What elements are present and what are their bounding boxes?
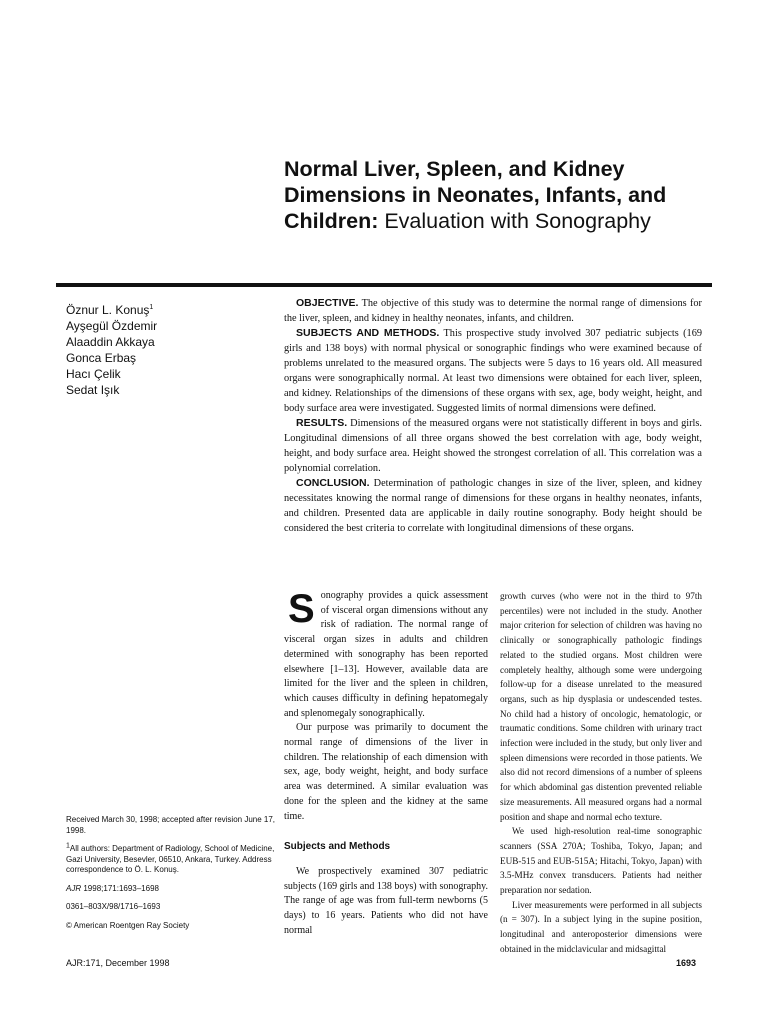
abstract-objective: OBJECTIVE. The objective of this study was to determine the normal range of dimensions for the liver, spleen, and kidney in healthy neonates, infants, and children.: [284, 297, 702, 324]
section-heading: Subjects and Methods: [284, 841, 391, 853]
intro-paragraph-2: Our purpose was primarily to document the normal range of dimensions of the liver in children. The relationship of each dimension with sex, age, body weight, height, and body surface area was determined. A similar evaluation was done for the spleen and the kidney at the same time.: [284, 722, 488, 822]
author-5: Hacı Çelik: [66, 367, 121, 381]
title-bold: Normal Liver, Spleen, and Kidney Dimensions in Neonates, Infants, and Children:: [284, 157, 667, 233]
body-column-1: [284, 589, 488, 938]
abstract-conclusion: CONCLUSION. Determination of pathologic changes in size of the liver, spleen, and kidney necessitates knowing the normal range of dimensions for these organs in healthy neonates, infants, and children. Presented data are applicable in daily routine sonography. Body height should be considered the best criteria to correlate with longitudinal dimensions of these organs.: [284, 477, 702, 534]
author-6: Sedat Işık: [66, 383, 120, 397]
col2-paragraph-1: growth curves (who were not in the third to 97th percentiles) were not included in the study. Another major criterion for selection of children was having no clinically or sonographically pathologic findings related to the studied organs. Most children were completely healthy, although some were undergoing follow-up for a disease unrelated to the measured organs, such as hip dysplasia or undescended testes. No child had a history of oncologic, hematologic, or traumatic conditions. Some children with urinary tract infection were included in the study, but only liver and spleen dimensions were recorded in those patients. We also did not record dimensions of a number of spleens for which abdominal gas distention prevented reliable size measurements. All measured organs had a normal position and shape and normal echo texture.: [500, 591, 702, 822]
abstract: [284, 296, 702, 536]
intro-paragraph-1: Sonography provides a quick assessment of visceral organ dimensions without any risk of radiation. The normal range of visceral organ sizes in adults and children determined with sonography has been reported elsewhere [1–13]. However, available data are limited for the liver and the spleen in children, which causes difficulty in defining hepatomegaly and splenomegaly sonographically.: [284, 587, 488, 719]
col2-paragraph-2: We used high-resolution real-time sonographic scanners (SSA 270A; Toshiba, Tokyo, Japan; and EUB-515 and EUB-515A; Hitachi, Tokyo, Japan) with 3.5-MHz convex transducers. Patients had neither preparation nor sedation.: [500, 826, 702, 896]
author-3: Alaaddin Akkaya: [66, 335, 155, 349]
author-4: Gonca Erbaş: [66, 351, 137, 365]
col2-paragraph-3: Liver measurements were performed in all subjects (n = 307). In a subject lying in the supine position, longitudinal and anteroposterior dimensions were obtained in the midclavicular and midsagittal: [500, 899, 702, 954]
author-list: [66, 302, 266, 398]
footer-journal: AJR:171, December 1998: [66, 958, 170, 968]
page-number: 1693: [676, 958, 697, 968]
copyright-note: © American Roentgen Ray Society: [66, 920, 190, 930]
abstract-methods: SUBJECTS AND METHODS. This prospective study involved 307 pediatric subjects (169 girls and 138 boys) with normal physical or sonographic findings who were examined because of problems unrelated to the measured organs. The subjects were 5 days to 16 years old. All measured organs were sonographically normal. At least two dimensions were obtained for each liver, spleen, and kidney. Relationships of the dimensions of these organs with sex, age, body weight, height, and body surface area were investigated. Suggested limits of normal dimensions were defined.: [284, 327, 702, 414]
citation-note: AJR 1998;171:1693–1698: [66, 883, 159, 893]
title-subtitle: Evaluation with Sonography: [378, 209, 651, 233]
received-note: Received March 30, 1998; accepted after revision June 17, 1998.: [66, 815, 276, 835]
title-rule: [56, 283, 712, 287]
author-2: Ayşegül Özdemir: [66, 319, 158, 333]
article-title: [284, 156, 714, 234]
drop-cap: S: [288, 587, 315, 631]
article-notes: [66, 815, 280, 939]
methods-paragraph-1: We prospectively examined 307 pediatric subjects (169 girls and 138 boys) with sonography. The range of age was from full-term newborns (5 days) to 16 years. Patients who did not have normal: [284, 865, 488, 936]
body-column-2: [500, 589, 702, 957]
affiliation-note: $^1$All authors: Department of Radiology, School of Medicine, Gazi University, Besevler, 06510, Ankara, Turkey. Address correspondence to Ö. L. Konuş.: [66, 842, 275, 874]
author-1: Öznur L. Konuş$^1$: [66, 303, 154, 317]
abstract-results: RESULTS. Dimensions of the measured organs were not statistically different in boys and girls. Longitudinal dimensions of all three organs showed the best correlation with age, body weight, height, and body surface area. Height showed the strongest correlation of all. This correlation was a polynomial correlation.: [284, 417, 702, 474]
issn-note: 0361–803X/98/1716–1693: [66, 902, 161, 911]
